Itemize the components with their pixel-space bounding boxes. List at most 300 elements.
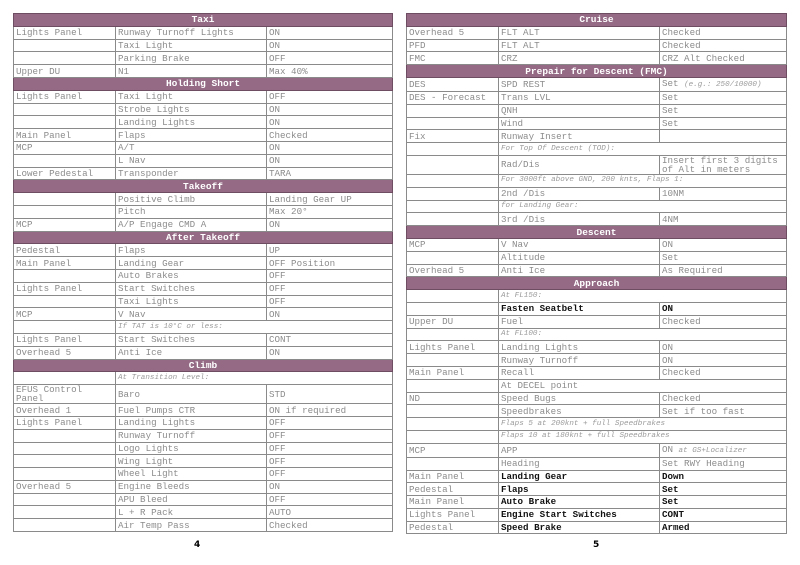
section-title: Descent	[407, 226, 787, 239]
table-row	[14, 269, 393, 282]
item-cell: Wing Light	[116, 455, 267, 468]
action-cell: Max 20°	[267, 205, 393, 218]
item-cell: Auto Brake	[499, 496, 660, 509]
item-cell: CRZ	[499, 52, 660, 65]
location-cell	[14, 455, 116, 468]
item-cell: Taxi Light	[116, 39, 267, 52]
location-cell: Overhead 5	[14, 346, 116, 359]
action-cell	[660, 130, 787, 143]
note-row	[407, 290, 787, 303]
action-cell: Set	[660, 483, 787, 496]
location-cell: Lights Panel	[14, 416, 116, 429]
action-cell: Set	[660, 251, 787, 264]
table-row	[14, 154, 393, 167]
action-cell: ON	[660, 302, 787, 315]
action-cell: ON	[660, 341, 787, 354]
section-header	[14, 359, 393, 372]
location-cell	[407, 143, 499, 156]
location-cell	[14, 506, 116, 519]
note-cell: Flaps 10 at 180knt + full Speedbrakes	[499, 430, 787, 443]
action-cell: 10NM	[660, 187, 787, 200]
location-cell: Fix	[407, 130, 499, 143]
action-cell: UP	[267, 244, 393, 257]
location-cell	[14, 493, 116, 506]
location-cell	[14, 468, 116, 481]
table-row	[407, 264, 787, 277]
item-cell: Positive Climb	[116, 193, 267, 206]
location-cell: ND	[407, 392, 499, 405]
table-row	[14, 167, 393, 180]
table-row	[14, 416, 393, 429]
item-cell: L Nav	[116, 154, 267, 167]
location-cell	[14, 429, 116, 442]
location-cell: MCP	[14, 308, 116, 321]
item-cell: Recall	[499, 366, 660, 379]
item-cell: Fuel Pumps CTR	[116, 404, 267, 417]
action-cell: Set	[660, 117, 787, 130]
table-row	[14, 455, 393, 468]
table-row	[407, 470, 787, 483]
item-cell: Auto Brakes	[116, 269, 267, 282]
item-cell: Fuel	[499, 315, 660, 328]
table-row	[14, 493, 393, 506]
table-row	[407, 187, 787, 200]
page-5-checklist	[406, 13, 787, 534]
location-cell: DES - Forecast	[407, 91, 499, 104]
item-cell: Transponder	[116, 167, 267, 180]
table-row	[14, 506, 393, 519]
item-cell: L + R Pack	[116, 506, 267, 519]
action-cell: AUTO	[267, 506, 393, 519]
table-row	[407, 91, 787, 104]
action-cell: OFF	[267, 90, 393, 103]
action-cell: Armed	[660, 521, 787, 534]
location-cell: Lower Pedestal	[14, 167, 116, 180]
action-cell: Set	[660, 496, 787, 509]
table-row	[14, 385, 393, 404]
location-cell	[407, 302, 499, 315]
action-cell: Checked	[267, 129, 393, 142]
section-header	[14, 231, 393, 244]
location-cell	[14, 154, 116, 167]
section-header	[14, 77, 393, 90]
location-cell	[14, 372, 116, 385]
note-cell: At FL150:	[499, 290, 787, 303]
location-cell: Main Panel	[407, 470, 499, 483]
item-cell: Logo Lights	[116, 442, 267, 455]
location-cell: Main Panel	[14, 129, 116, 142]
location-cell: Pedestal	[14, 244, 116, 257]
table-row	[407, 117, 787, 130]
action-note: at GS+Localizer	[678, 446, 747, 455]
item-cell: N1	[116, 65, 267, 78]
action-cell: Down	[660, 470, 787, 483]
location-cell	[14, 52, 116, 65]
location-cell: Overhead 5	[407, 264, 499, 277]
table-row	[14, 244, 393, 257]
location-cell: MCP	[14, 218, 116, 231]
item-cell: Speed Brake	[499, 521, 660, 534]
item-cell: Start Switches	[116, 282, 267, 295]
item-cell: Strobe Lights	[116, 103, 267, 116]
location-cell: Lights Panel	[14, 333, 116, 346]
location-cell	[407, 117, 499, 130]
action-cell: Checked	[660, 315, 787, 328]
action-cell: Checked	[660, 366, 787, 379]
table-row	[407, 521, 787, 534]
location-cell: PFD	[407, 39, 499, 52]
note-cell: At FL100:	[499, 328, 787, 341]
location-cell: Pedestal	[407, 483, 499, 496]
table-row	[14, 442, 393, 455]
location-cell: Overhead 5	[407, 26, 499, 39]
location-cell: Upper DU	[14, 65, 116, 78]
location-cell: Upper DU	[407, 315, 499, 328]
table-row	[407, 238, 787, 251]
location-cell	[407, 418, 499, 431]
action-cell: ON	[267, 39, 393, 52]
table-row	[407, 443, 787, 457]
table-row	[14, 346, 393, 359]
item-cell: Flaps	[499, 483, 660, 496]
table-row	[407, 379, 787, 392]
table-row	[14, 257, 393, 270]
location-cell	[407, 155, 499, 174]
item-cell: 2nd /Dis	[499, 187, 660, 200]
note-cell: Flaps 5 at 200knt + full Speedbrakes	[499, 418, 787, 431]
table-row	[407, 155, 787, 174]
action-cell: ON	[267, 308, 393, 321]
action-cell: Checked	[267, 519, 393, 532]
item-cell: Fasten Seatbelt	[499, 302, 660, 315]
table-row	[14, 404, 393, 417]
table-row	[14, 90, 393, 103]
item-cell: Landing Lights	[116, 116, 267, 129]
item-cell: Runway Turnoff	[499, 354, 660, 367]
action-cell: OFF	[267, 468, 393, 481]
location-cell: Overhead 1	[14, 404, 116, 417]
table-row	[407, 26, 787, 39]
location-cell: Main Panel	[14, 257, 116, 270]
table-row	[14, 39, 393, 52]
page-number-4: 4	[194, 540, 201, 550]
item-cell: Speedbrakes	[499, 405, 660, 418]
table-row	[407, 302, 787, 315]
action-cell	[660, 443, 787, 457]
table-row	[14, 65, 393, 78]
action-cell: ON	[267, 116, 393, 129]
action-cell: TARA	[267, 167, 393, 180]
table-row	[407, 52, 787, 65]
table-row	[14, 129, 393, 142]
table-row	[14, 205, 393, 218]
location-cell	[407, 354, 499, 367]
action-note: (e.g.: 250/10000)	[684, 80, 762, 89]
table-row	[14, 218, 393, 231]
location-cell	[407, 200, 499, 213]
location-cell	[407, 405, 499, 418]
location-cell	[14, 39, 116, 52]
table-row	[407, 496, 787, 509]
action-cell: OFF	[267, 416, 393, 429]
table-row	[14, 308, 393, 321]
action-value: Set	[662, 77, 679, 89]
item-cell: Taxi Light	[116, 90, 267, 103]
item-cell: Engine Bleeds	[116, 480, 267, 493]
location-cell: Lights Panel	[14, 90, 116, 103]
item-cell: Altitude	[499, 251, 660, 264]
location-cell	[407, 430, 499, 443]
action-cell: Set	[660, 104, 787, 117]
note-row	[14, 372, 393, 385]
action-cell: Checked	[660, 26, 787, 39]
table-row	[407, 39, 787, 52]
table-row	[14, 468, 393, 481]
item-cell: Flaps	[116, 129, 267, 142]
item-cell: Taxi Lights	[116, 295, 267, 308]
action-cell: CRZ Alt Checked	[660, 52, 787, 65]
item-cell: Landing Lights	[499, 341, 660, 354]
section-title: After Takeoff	[14, 231, 393, 244]
item-cell: Landing Gear	[116, 257, 267, 270]
table-row	[14, 52, 393, 65]
item-cell: FLT ALT	[499, 39, 660, 52]
table-row	[14, 295, 393, 308]
item-cell: V Nav	[499, 238, 660, 251]
location-cell	[14, 519, 116, 532]
section-header	[407, 226, 787, 239]
action-cell: ON	[267, 103, 393, 116]
action-cell: ON	[267, 154, 393, 167]
item-cell: Pitch	[116, 205, 267, 218]
action-cell: ON	[267, 218, 393, 231]
item-cell: Speed Bugs	[499, 392, 660, 405]
note-row	[407, 430, 787, 443]
item-cell: Parking Brake	[116, 52, 267, 65]
item-cell: Trans LVL	[499, 91, 660, 104]
item-cell: Landing Lights	[116, 416, 267, 429]
location-cell: EFUS Control Panel	[14, 385, 116, 404]
item-cell: SPD REST	[499, 77, 660, 91]
location-cell	[14, 295, 116, 308]
location-cell: Lights Panel	[407, 508, 499, 521]
table-row	[407, 457, 787, 470]
item-cell: 3rd /Dis	[499, 213, 660, 226]
table-row	[14, 480, 393, 493]
action-cell: OFF	[267, 295, 393, 308]
location-cell	[407, 328, 499, 341]
action-cell: STD	[267, 385, 393, 404]
action-cell: ON	[267, 26, 393, 39]
action-cell: Set RWY Heading	[660, 457, 787, 470]
location-cell: Lights Panel	[14, 282, 116, 295]
action-cell: 4NM	[660, 213, 787, 226]
table-row	[14, 116, 393, 129]
item-cell: Flaps	[116, 244, 267, 257]
action-cell: ON if required	[267, 404, 393, 417]
table-row	[407, 251, 787, 264]
action-cell: OFF	[267, 269, 393, 282]
item-cell: A/P Engage CMD A	[116, 218, 267, 231]
table-row	[407, 130, 787, 143]
location-cell	[14, 205, 116, 218]
table-row	[407, 392, 787, 405]
note-row	[407, 174, 787, 187]
location-cell	[14, 321, 116, 334]
item-cell: Anti Ice	[116, 346, 267, 359]
action-cell: As Required	[660, 264, 787, 277]
action-cell: OFF	[267, 282, 393, 295]
location-cell: Overhead 5	[14, 480, 116, 493]
action-cell: Set if too fast	[660, 405, 787, 418]
table-row	[407, 508, 787, 521]
item-cell: Landing Gear	[499, 470, 660, 483]
item-cell: APU Bleed	[116, 493, 267, 506]
action-cell: CONT	[660, 508, 787, 521]
location-cell: FMC	[407, 52, 499, 65]
action-cell: OFF	[267, 429, 393, 442]
page-number-5: 5	[593, 540, 600, 550]
section-header	[407, 277, 787, 290]
note-row	[407, 200, 787, 213]
location-cell: Lights Panel	[14, 26, 116, 39]
checklist-table-page-4	[13, 13, 393, 532]
action-cell	[660, 77, 787, 91]
action-cell: Max 40%	[267, 65, 393, 78]
action-cell: ON	[660, 238, 787, 251]
item-cell: Runway Turnoff Lights	[116, 26, 267, 39]
location-cell: MCP	[14, 141, 116, 154]
note-cell: If TAT is 10°C or less:	[116, 321, 393, 334]
location-cell	[14, 442, 116, 455]
location-cell	[407, 290, 499, 303]
note-cell: For Top Of Descent (TOD):	[499, 143, 787, 156]
location-cell	[407, 104, 499, 117]
note-cell: for Landing Gear:	[499, 200, 787, 213]
section-title: Cruise	[407, 14, 787, 27]
location-cell: MCP	[407, 443, 499, 457]
location-cell: Pedestal	[407, 521, 499, 534]
action-cell: Set	[660, 91, 787, 104]
location-cell	[407, 457, 499, 470]
table-row	[14, 26, 393, 39]
table-row	[407, 104, 787, 117]
section-header	[14, 180, 393, 193]
action-cell: OFF	[267, 493, 393, 506]
section-header	[407, 65, 787, 78]
table-row	[14, 333, 393, 346]
table-row	[14, 141, 393, 154]
location-cell: Main Panel	[407, 366, 499, 379]
section-header	[14, 14, 393, 27]
location-cell: Main Panel	[407, 496, 499, 509]
action-cell: Insert first 3 digits of Alt in meters	[660, 155, 787, 174]
section-title: Taxi	[14, 14, 393, 27]
note-cell: For 3000ft above GND, 200 knts, Flaps 1:	[499, 174, 787, 187]
note-cell: At Transition Level:	[116, 372, 393, 385]
action-cell: CONT	[267, 333, 393, 346]
location-cell	[407, 174, 499, 187]
table-row	[407, 405, 787, 418]
action-cell: ON	[660, 354, 787, 367]
table-row	[407, 315, 787, 328]
action-cell: OFF	[267, 442, 393, 455]
page-4-checklist	[13, 13, 393, 532]
action-cell: Landing Gear UP	[267, 193, 393, 206]
section-title: Takeoff	[14, 180, 393, 193]
action-cell: Checked	[660, 39, 787, 52]
item-cell: V Nav	[116, 308, 267, 321]
item-cell: Runway Insert	[499, 130, 660, 143]
item-cell: Runway Turnoff	[116, 429, 267, 442]
item-cell: Air Temp Pass	[116, 519, 267, 532]
table-row	[14, 193, 393, 206]
action-cell: OFF	[267, 52, 393, 65]
location-cell	[14, 269, 116, 282]
table-row	[407, 213, 787, 226]
action-cell: OFF Position	[267, 257, 393, 270]
item-cell: Engine Start Switches	[499, 508, 660, 521]
instruction-cell: At DECEL point	[499, 379, 787, 392]
item-cell: QNH	[499, 104, 660, 117]
table-row	[14, 103, 393, 116]
action-cell: Checked	[660, 392, 787, 405]
table-row	[14, 429, 393, 442]
location-cell	[407, 379, 499, 392]
location-cell	[14, 116, 116, 129]
location-cell	[14, 103, 116, 116]
table-row	[14, 519, 393, 532]
section-title: Approach	[407, 277, 787, 290]
section-title: Holding Short	[14, 77, 393, 90]
location-cell	[407, 251, 499, 264]
item-cell: APP	[499, 443, 660, 457]
section-header	[407, 14, 787, 27]
item-cell: Anti Ice	[499, 264, 660, 277]
item-cell: FLT ALT	[499, 26, 660, 39]
action-value: ON	[662, 443, 674, 455]
table-row	[407, 366, 787, 379]
location-cell: DES	[407, 77, 499, 91]
item-cell: Heading	[499, 457, 660, 470]
section-title: Prepair for Descent (FMC)	[407, 65, 787, 78]
table-row	[407, 77, 787, 91]
item-cell: Wind	[499, 117, 660, 130]
note-row	[407, 418, 787, 431]
action-cell: OFF	[267, 455, 393, 468]
item-cell: A/T	[116, 141, 267, 154]
item-cell: Wheel Light	[116, 468, 267, 481]
table-row	[407, 341, 787, 354]
item-cell: Rad/Dis	[499, 155, 660, 174]
table-row	[407, 354, 787, 367]
note-row	[14, 321, 393, 334]
action-cell: ON	[267, 141, 393, 154]
location-cell: Lights Panel	[407, 341, 499, 354]
note-row	[407, 328, 787, 341]
location-cell	[407, 187, 499, 200]
action-cell: ON	[267, 480, 393, 493]
table-row	[14, 282, 393, 295]
table-row	[407, 483, 787, 496]
location-cell	[407, 213, 499, 226]
section-title: Climb	[14, 359, 393, 372]
checklist-table-page-5	[406, 13, 787, 534]
note-row	[407, 143, 787, 156]
location-cell: MCP	[407, 238, 499, 251]
item-cell: Baro	[116, 385, 267, 404]
item-cell: Start Switches	[116, 333, 267, 346]
